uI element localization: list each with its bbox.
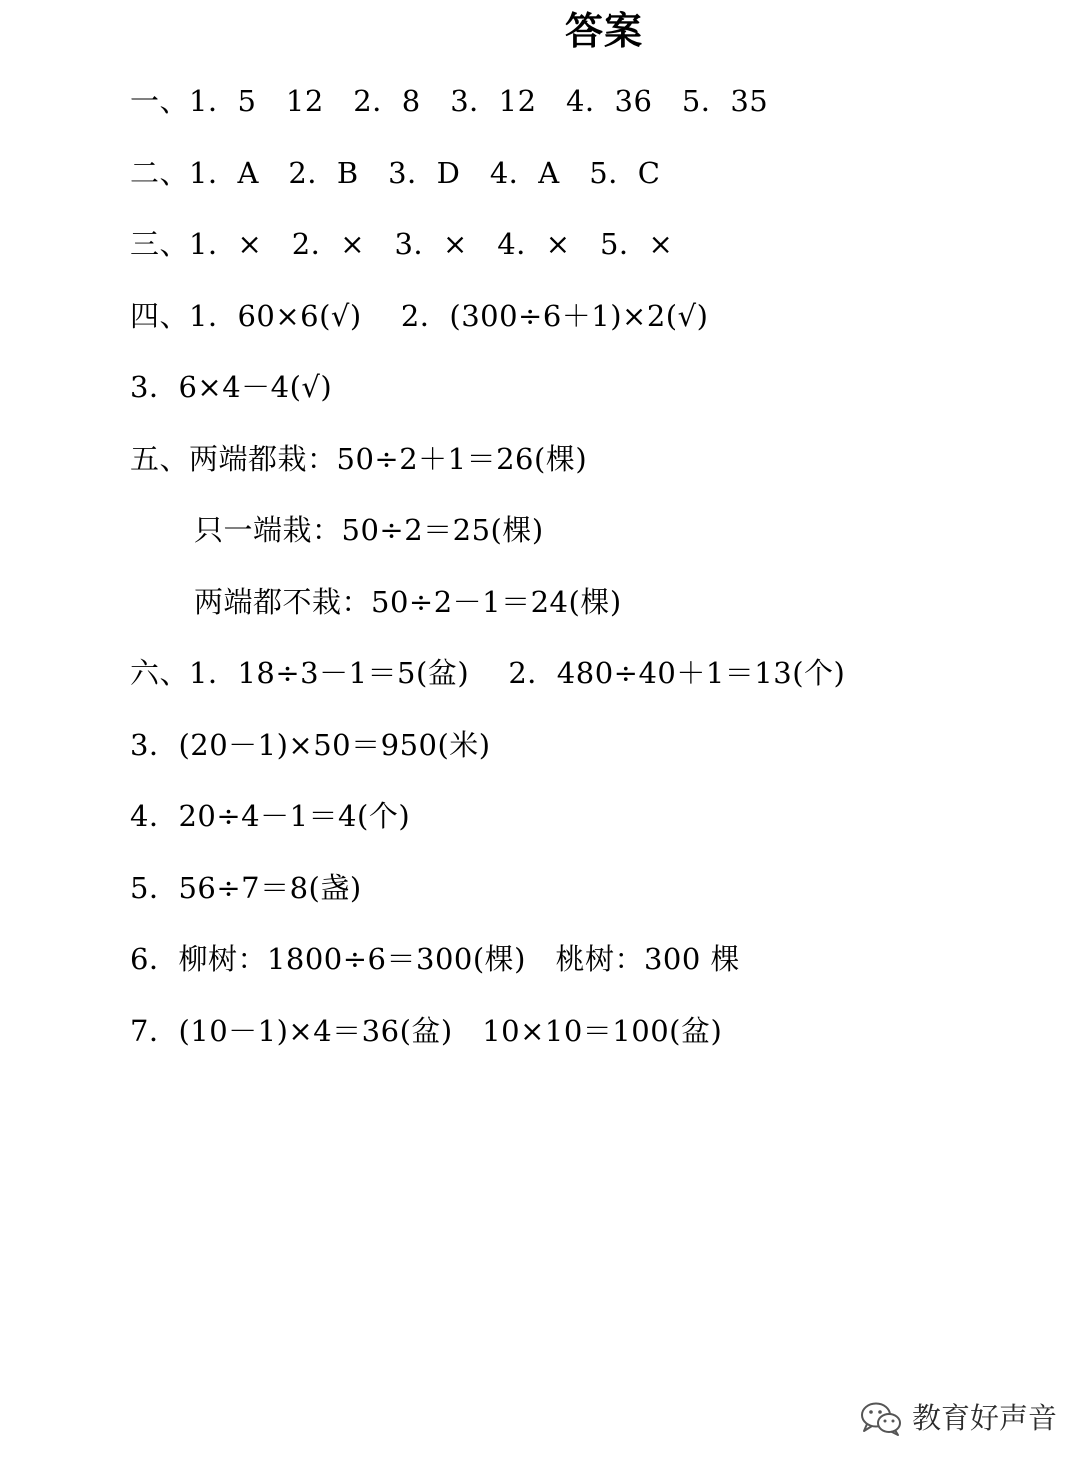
wechat-icon bbox=[858, 1399, 904, 1437]
answer-section-5-b: 只一端栽：50÷2＝25(棵) bbox=[194, 513, 544, 547]
answer-section-4: 四、1．60×6(√) 2．(300÷6＋1)×2(√) bbox=[130, 299, 709, 333]
answer-section-2: 二、1．A 2．B 3．D 4．A 5．C bbox=[130, 156, 661, 190]
answer-section-6-7: 7．(10－1)×4＝36(盆) 10×10＝100(盆) bbox=[130, 1014, 723, 1048]
page-title: 答案 bbox=[564, 9, 643, 53]
answer-section-1: 一、1．5 12 2．8 3．12 4．36 5．35 bbox=[130, 84, 769, 118]
answer-section-4-3: 3．6×4－4(√) bbox=[130, 370, 333, 404]
watermark-text: 教育好声音 bbox=[912, 1401, 1058, 1435]
answer-section-6-3: 3．(20－1)×50＝950(米) bbox=[130, 728, 491, 762]
answer-section-6-5: 5．56÷7＝8(盏) bbox=[130, 871, 362, 905]
answer-section-6: 六、1．18÷3－1＝5(盆) 2．480÷40＋1＝13(个) bbox=[130, 656, 846, 690]
answer-section-3: 三、1．× 2．× 3．× 4．× 5．× bbox=[130, 227, 674, 261]
answer-section-6-4: 4．20÷4－1＝4(个) bbox=[130, 799, 411, 833]
answer-section-5: 五、两端都栽：50÷2＋1＝26(棵) bbox=[130, 442, 588, 476]
watermark bbox=[858, 1396, 1057, 1440]
answer-section-6-6: 6．柳树：1800÷6＝300(棵) 桃树：300 棵 bbox=[130, 942, 741, 976]
answer-section-5-c: 两端都不栽：50÷2－1＝24(棵) bbox=[194, 585, 622, 619]
